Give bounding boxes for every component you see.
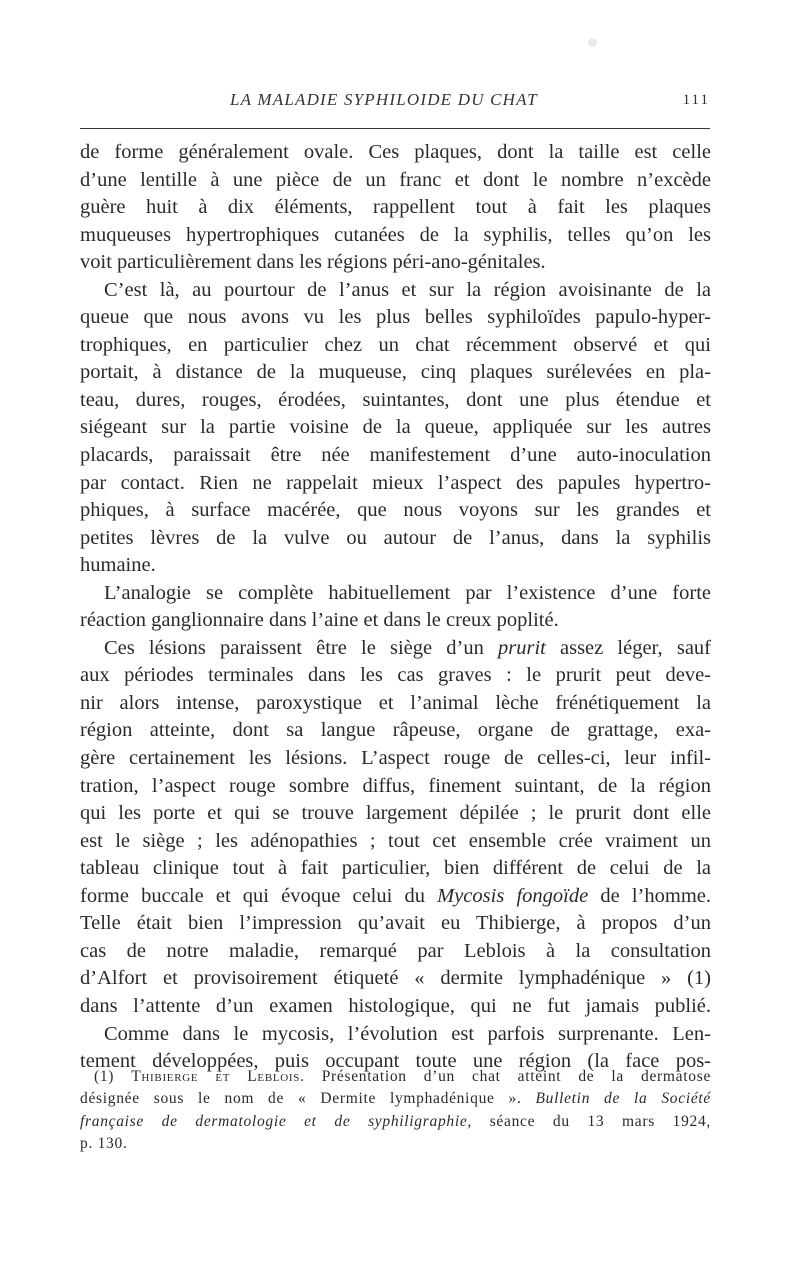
emphasis: prurit (497, 636, 546, 659)
footnote-authors: Thibierge et Leblois. (131, 1068, 305, 1085)
body-text (80, 139, 711, 1076)
text-line: portait, à distance de la muqueuse, cinq plaques surélevées en pla- (80, 361, 711, 384)
running-title: LA MALADIE SYPHILOIDE DU CHAT (230, 90, 538, 109)
text-line: tration, l’aspect rouge sombre diffus, finement suintant, de la région (80, 774, 711, 797)
text-line: guère huit à dix éléments, rappellent tout à fait les plaques (80, 196, 711, 219)
text-line: voit particulièrement dans les régions péri-ano-génitales. (80, 251, 546, 274)
running-head (80, 90, 710, 118)
footnote-line: p. 130. (80, 1134, 128, 1152)
text-line: d’une lentille à une pièce de un franc et dont le nombre n’excède (80, 168, 711, 191)
text-line: humaine. (80, 554, 156, 577)
footnote-line: (1) Thibierge et Leblois. Présentation d’un chat atteint de la dermatose (94, 1068, 711, 1085)
text-line: petites lèvres de la vulve ou autour de l’anus, dans la syphilis (80, 526, 711, 549)
text-line: par contact. Rien ne rappelait mieux l’aspect des papules hypertro- (80, 471, 711, 494)
emphasis: Mycosis fongoïde (437, 884, 589, 907)
text-line: Ces lésions paraissent être le siège d’un prurit assez léger, sauf (104, 636, 711, 659)
text-line: placards, paraissait être née manifestement d’une auto-inoculation (80, 444, 711, 467)
text-line: aux périodes terminales dans les cas graves : le prurit peut deve- (80, 664, 711, 687)
header-rule (80, 128, 710, 129)
text-line: forme buccale et qui évoque celui du Mycosis fongoïde de l’homme. (80, 884, 711, 907)
text-line: de forme généralement ovale. Ces plaques, dont la taille est celle (80, 141, 711, 163)
text-line: d’Alfort et provisoirement étiqueté « dermite lymphadénique » (1) (80, 967, 711, 990)
footnote (80, 1066, 711, 1155)
text-line: siégeant sur la partie voisine de la queue, appliquée sur les autres (80, 416, 711, 439)
text-line: muqueuses hypertrophiques cutanées de la syphilis, telles qu’on les (80, 223, 711, 246)
text-line: est le siège ; les adénopathies ; tout cet ensemble crée vraiment un (80, 829, 711, 852)
text-line: L’analogie se complète habituellement par l’existence d’une forte (104, 581, 711, 604)
journal-title: Bulletin de la Société (535, 1090, 711, 1108)
page-speck (588, 38, 597, 47)
text-line: Comme dans le mycosis, l’évolution est parfois surprenante. Len- (104, 1022, 711, 1045)
text-line: tableau clinique tout à fait particulier, bien différent de celui de la (80, 857, 711, 880)
text-line: réaction ganglionnaire dans l’aine et dans le creux poplité. (80, 609, 559, 632)
footnote-number: (1) (94, 1068, 115, 1085)
text-line: nir alors intense, paroxystique et l’animal lèche frénétiquement la (80, 691, 711, 714)
text-line: qui les porte et qui se trouve largement dépilée ; le prurit dont elle (80, 802, 711, 825)
journal-title: française de dermatologie et de syphiligraphie, (80, 1112, 472, 1130)
text-line: gère certainement les lésions. L’aspect rouge de celles-ci, leur infil- (80, 747, 711, 770)
text-line: phiques, à surface macérée, que nous voyons sur les grandes et (80, 499, 711, 522)
text-line: Telle était bien l’impression qu’avait eu Thibierge, à propos d’un (80, 912, 711, 935)
text-line: région atteinte, dont sa langue râpeuse, organe de grattage, exa- (80, 719, 711, 742)
text-line: trophiques, en particulier chez un chat récemment observé et qui (80, 333, 711, 356)
text-line: C’est là, au pourtour de l’anus et sur la région avoisinante de la (104, 278, 711, 301)
text-line: dans l’attente d’un examen histologique, qui ne fut jamais publié. (80, 994, 711, 1017)
footnote-line: française de dermatologie et de syphiligraphie, séance du 13 mars 1924, (80, 1112, 711, 1130)
text-line: teau, dures, rouges, érodées, suintantes, dont une plus étendue et (80, 388, 711, 411)
text-line: cas de notre maladie, remarqué par Leblois à la consultation (80, 939, 711, 962)
text-line: queue que nous avons vu les plus belles syphiloïdes papulo-hyper- (80, 306, 711, 329)
text-line: tement développées, puis occupant toute une région (la face pos- (80, 1050, 711, 1073)
footnote-line: désignée sous le nom de « Dermite lymphadénique ». Bulletin de la Société (80, 1090, 711, 1108)
page-number: 111 (682, 92, 710, 108)
